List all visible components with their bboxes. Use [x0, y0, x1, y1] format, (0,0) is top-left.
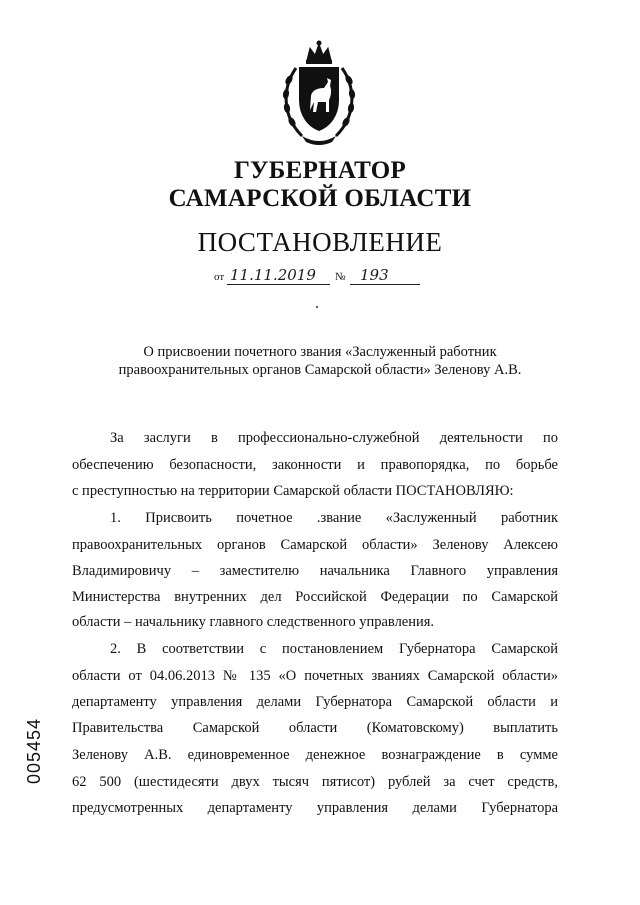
number-underline	[350, 284, 420, 285]
date-prefix-label: от	[214, 271, 225, 283]
scan-speck	[316, 306, 318, 308]
document-type-title: ПОСТАНОВЛЕНИЕ	[197, 227, 443, 257]
date-value: 11.11.2019	[230, 266, 316, 284]
body-line: предусмотренных департаменту управления делами Губернатора	[72, 800, 558, 816]
body-line: Правительства Самарской области (Коматовскому) выплатить	[72, 720, 558, 736]
subject-line-1: О присвоении почетного звания «Заслуженный работник	[143, 344, 497, 360]
body-line: 62 500 (шестидесяти двух тысяч пятисот) рублей за счет средств,	[72, 774, 558, 790]
number-prefix-label: №	[335, 271, 346, 283]
body-line: Зеленову А.В. единовременное денежное вознаграждение в сумме	[72, 747, 558, 763]
number-value: 193	[360, 266, 389, 284]
samara-coat-of-arms-emblem	[274, 38, 364, 148]
governor-title-line1: ГУБЕРНАТОР	[233, 157, 407, 184]
body-line: правоохранительных органов Самарской области» Зеленову Алексею	[72, 537, 558, 553]
date-number-line	[214, 263, 454, 287]
body-line: Министерства внутренних дел Российской Федерации по Самарской	[72, 589, 558, 605]
margin-registration-number: 005454	[24, 717, 44, 784]
body-line: обеспечению безопасности, законности и правопорядка, по борьбе	[72, 457, 558, 473]
subject-heading	[0, 343, 640, 379]
body-line: За заслуги в профессионально-служебной деятельности по	[110, 430, 558, 446]
date-underline	[227, 284, 330, 285]
body-line: Владимировичу – заместителю начальника Главного управления	[72, 563, 558, 579]
governor-title-line2: САМАРСКОЙ ОБЛАСТИ	[168, 185, 472, 212]
body-line: области – начальнику главного следственного управления.	[72, 614, 435, 630]
body-line: департаменту управления делами Губернатора Самарской области и	[72, 694, 558, 710]
body-line: 2. В соответствии с постановлением Губернатора Самарской	[110, 641, 558, 657]
body-line: области от 04.06.2013 № 135 «О почетных званиях Самарской области»	[72, 668, 558, 684]
body-line: 1. Присвоить почетное .звание «Заслуженный работник	[110, 510, 558, 526]
body-line: с преступностью на территории Самарской области ПОСТАНОВЛЯЮ:	[72, 483, 514, 499]
subject-line-2: правоохранительных органов Самарской области» Зеленову А.В.	[118, 362, 522, 378]
